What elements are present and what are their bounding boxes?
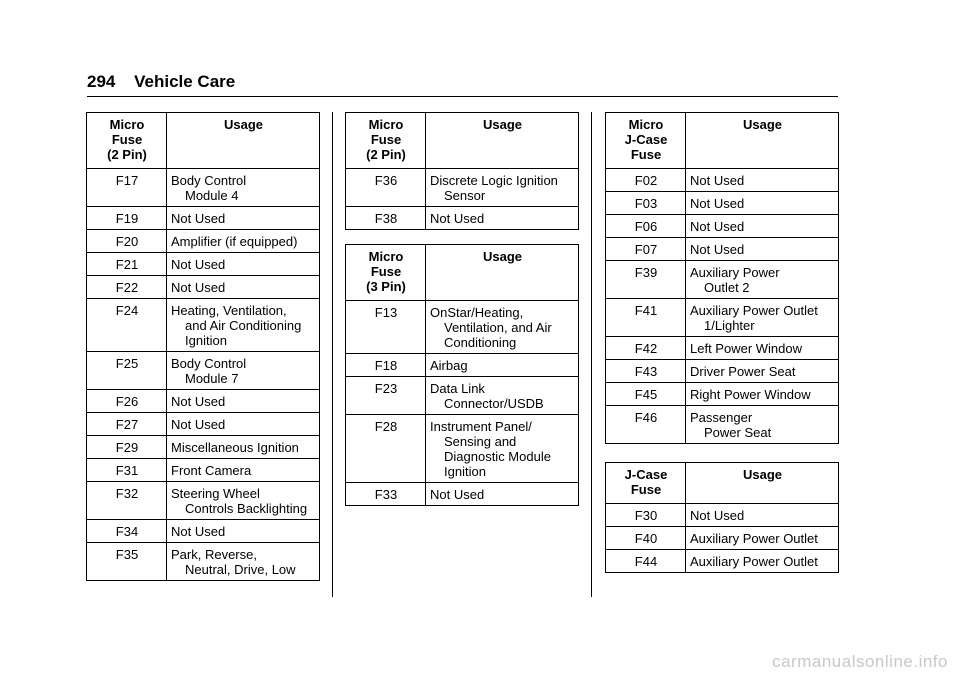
fuse-id: F18 xyxy=(346,354,426,377)
fuse-id: F36 xyxy=(346,169,426,207)
fuse-usage xyxy=(686,192,839,215)
usage-text: Not Used xyxy=(690,508,745,523)
usage-text: Auxiliary Power Outlet xyxy=(690,531,818,546)
table-row xyxy=(87,169,320,207)
fuse-usage xyxy=(426,377,579,415)
table-row xyxy=(87,253,320,276)
usage-text: Not Used xyxy=(430,487,485,502)
fuse-usage xyxy=(167,230,320,253)
table-row xyxy=(606,192,839,215)
column-header: Usage xyxy=(426,113,579,169)
usage-text: Not Used xyxy=(171,280,226,295)
usage-text: Amplifier (if equipped) xyxy=(171,234,298,249)
table-row xyxy=(346,354,579,377)
usage-text: Discrete Logic Ignition xyxy=(430,173,558,188)
fuse-usage xyxy=(167,520,320,543)
table-row xyxy=(87,390,320,413)
fuse-table-micro-jcase xyxy=(605,112,839,444)
fuse-id: F20 xyxy=(87,230,167,253)
usage-text-continued: 1/Lighter xyxy=(704,318,755,333)
table-row xyxy=(346,377,579,415)
column-header: Micro Fuse (2 Pin) xyxy=(346,113,426,169)
fuse-usage xyxy=(167,543,320,581)
column-header: Usage xyxy=(426,245,579,301)
table-row xyxy=(87,436,320,459)
column-header: Micro Fuse (2 Pin) xyxy=(87,113,167,169)
usage-text-continued: Module 4 xyxy=(185,188,239,203)
usage-text: Not Used xyxy=(171,211,226,226)
table-row xyxy=(87,352,320,390)
table-row xyxy=(606,238,839,261)
usage-text: Steering Wheel xyxy=(171,486,260,501)
fuse-id: F06 xyxy=(606,215,686,238)
usage-text: Auxiliary Power xyxy=(690,265,780,280)
fuse-id: F24 xyxy=(87,299,167,352)
fuse-usage xyxy=(426,301,579,354)
usage-text: OnStar/Heating, xyxy=(430,305,524,320)
usage-text-continued: Sensor xyxy=(444,188,486,203)
table-row xyxy=(87,230,320,253)
fuse-usage xyxy=(167,207,320,230)
fuse-usage xyxy=(167,299,320,352)
usage-text: Not Used xyxy=(171,417,226,432)
fuse-id: F07 xyxy=(606,238,686,261)
fuse-id: F28 xyxy=(346,415,426,483)
fuse-usage xyxy=(686,406,839,444)
table-row xyxy=(606,215,839,238)
table-row xyxy=(87,276,320,299)
usage-text: Instrument Panel/ xyxy=(430,419,532,434)
usage-text: Data Link xyxy=(430,381,485,396)
usage-text: Front Camera xyxy=(171,463,252,478)
page-number: 294 xyxy=(87,72,116,91)
fuse-id: F23 xyxy=(346,377,426,415)
table-row xyxy=(87,207,320,230)
fuse-usage xyxy=(167,352,320,390)
usage-text: Not Used xyxy=(171,394,226,409)
table-row xyxy=(87,299,320,352)
table-row xyxy=(346,301,579,354)
fuse-id: F34 xyxy=(87,520,167,543)
fuse-id: F38 xyxy=(346,207,426,230)
table-row xyxy=(606,550,839,573)
fuse-id: F13 xyxy=(346,301,426,354)
table-row xyxy=(606,337,839,360)
fuse-usage xyxy=(167,482,320,520)
fuse-id: F30 xyxy=(606,504,686,527)
table-row xyxy=(87,520,320,543)
fuse-usage xyxy=(686,169,839,192)
fuse-usage xyxy=(426,415,579,483)
fuse-id: F46 xyxy=(606,406,686,444)
table-row xyxy=(606,261,839,299)
fuse-usage xyxy=(167,413,320,436)
fuse-usage xyxy=(686,299,839,337)
usage-text-continued: Connector/USDB xyxy=(444,396,544,411)
fuse-usage xyxy=(686,527,839,550)
fuse-id: F32 xyxy=(87,482,167,520)
column-divider xyxy=(332,112,333,597)
usage-text: Not Used xyxy=(430,211,485,226)
fuse-id: F41 xyxy=(606,299,686,337)
fuse-id: F39 xyxy=(606,261,686,299)
fuse-id: F02 xyxy=(606,169,686,192)
fuse-id: F33 xyxy=(346,483,426,506)
table-row xyxy=(606,406,839,444)
usage-text-continued: Ventilation, and Air Conditioning xyxy=(444,320,552,350)
watermark: carmanualsonline.info xyxy=(772,652,948,671)
usage-text-continued: Neutral, Drive, Low xyxy=(185,562,296,577)
fuse-usage xyxy=(686,383,839,406)
fuse-id: F26 xyxy=(87,390,167,413)
usage-text: Left Power Window xyxy=(690,341,802,356)
fuse-usage xyxy=(686,337,839,360)
usage-text: Auxiliary Power Outlet xyxy=(690,554,818,569)
usage-text: Not Used xyxy=(690,219,745,234)
page-header xyxy=(87,72,235,92)
usage-text: Driver Power Seat xyxy=(690,364,796,379)
fuse-id: F21 xyxy=(87,253,167,276)
column-header: Usage xyxy=(686,113,839,169)
usage-text-continued: and Air Conditioning Ignition xyxy=(185,318,302,348)
usage-text: Park, Reverse, xyxy=(171,547,257,562)
fuse-usage xyxy=(686,238,839,261)
fuse-id: F27 xyxy=(87,413,167,436)
fuse-id: F45 xyxy=(606,383,686,406)
fuse-id: F42 xyxy=(606,337,686,360)
fuse-usage xyxy=(426,169,579,207)
column-header: Usage xyxy=(167,113,320,169)
table-row xyxy=(346,207,579,230)
usage-text: Body Control xyxy=(171,173,247,188)
fuse-id: F25 xyxy=(87,352,167,390)
fuse-usage xyxy=(167,253,320,276)
table-row xyxy=(87,543,320,581)
usage-text: Body Control xyxy=(171,356,247,371)
usage-text-continued: Controls Backlighting xyxy=(185,501,308,516)
fuse-usage xyxy=(686,215,839,238)
fuse-id: F44 xyxy=(606,550,686,573)
fuse-usage xyxy=(426,354,579,377)
column-header: Micro Fuse (3 Pin) xyxy=(346,245,426,301)
fuse-table-micro-3pin xyxy=(345,244,579,506)
usage-text: Not Used xyxy=(171,257,226,272)
usage-text: Miscellaneous Ignition xyxy=(171,440,299,455)
usage-text: Right Power Window xyxy=(690,387,811,402)
fuse-id: F29 xyxy=(87,436,167,459)
table-row xyxy=(87,413,320,436)
page-title: Vehicle Care xyxy=(134,72,236,91)
usage-text: Airbag xyxy=(430,358,468,373)
table-row xyxy=(606,299,839,337)
table-row xyxy=(606,383,839,406)
usage-text: Auxiliary Power Outlet xyxy=(690,303,818,318)
fuse-usage xyxy=(167,390,320,413)
fuse-id: F17 xyxy=(87,169,167,207)
fuse-id: F43 xyxy=(606,360,686,383)
usage-text-continued: Power Seat xyxy=(704,425,772,440)
fuse-usage xyxy=(167,436,320,459)
table-row xyxy=(606,504,839,527)
fuse-usage xyxy=(167,459,320,482)
usage-text-continued: Sensing and Diagnostic Module Ignition xyxy=(444,434,551,479)
column-divider xyxy=(591,112,592,597)
table-row xyxy=(346,415,579,483)
column-header: Micro J-Case Fuse xyxy=(606,113,686,169)
usage-text: Heating, Ventilation, xyxy=(171,303,287,318)
fuse-usage xyxy=(686,504,839,527)
fuse-id: F03 xyxy=(606,192,686,215)
fuse-usage xyxy=(167,276,320,299)
table-row xyxy=(606,169,839,192)
fuse-id: F35 xyxy=(87,543,167,581)
usage-text: Not Used xyxy=(690,173,745,188)
fuse-usage xyxy=(686,550,839,573)
fuse-table-jcase xyxy=(605,462,839,573)
column-header: Usage xyxy=(686,463,839,504)
fuse-usage xyxy=(686,261,839,299)
usage-text-continued: Module 7 xyxy=(185,371,239,386)
fuse-usage xyxy=(167,169,320,207)
fuse-usage xyxy=(426,207,579,230)
table-row xyxy=(87,482,320,520)
usage-text: Not Used xyxy=(690,196,745,211)
table-row xyxy=(346,483,579,506)
fuse-id: F19 xyxy=(87,207,167,230)
usage-text: Not Used xyxy=(690,242,745,257)
table-row xyxy=(606,360,839,383)
fuse-table-micro-2pin-a xyxy=(86,112,320,581)
usage-text: Not Used xyxy=(171,524,226,539)
table-row xyxy=(606,527,839,550)
table-row xyxy=(87,459,320,482)
fuse-table-micro-2pin-b xyxy=(345,112,579,230)
fuse-id: F22 xyxy=(87,276,167,299)
fuse-usage xyxy=(426,483,579,506)
fuse-id: F40 xyxy=(606,527,686,550)
header-rule xyxy=(87,96,838,97)
fuse-usage xyxy=(686,360,839,383)
usage-text: Passenger xyxy=(690,410,753,425)
fuse-id: F31 xyxy=(87,459,167,482)
column-header: J-Case Fuse xyxy=(606,463,686,504)
table-row xyxy=(346,169,579,207)
usage-text-continued: Outlet 2 xyxy=(704,280,750,295)
